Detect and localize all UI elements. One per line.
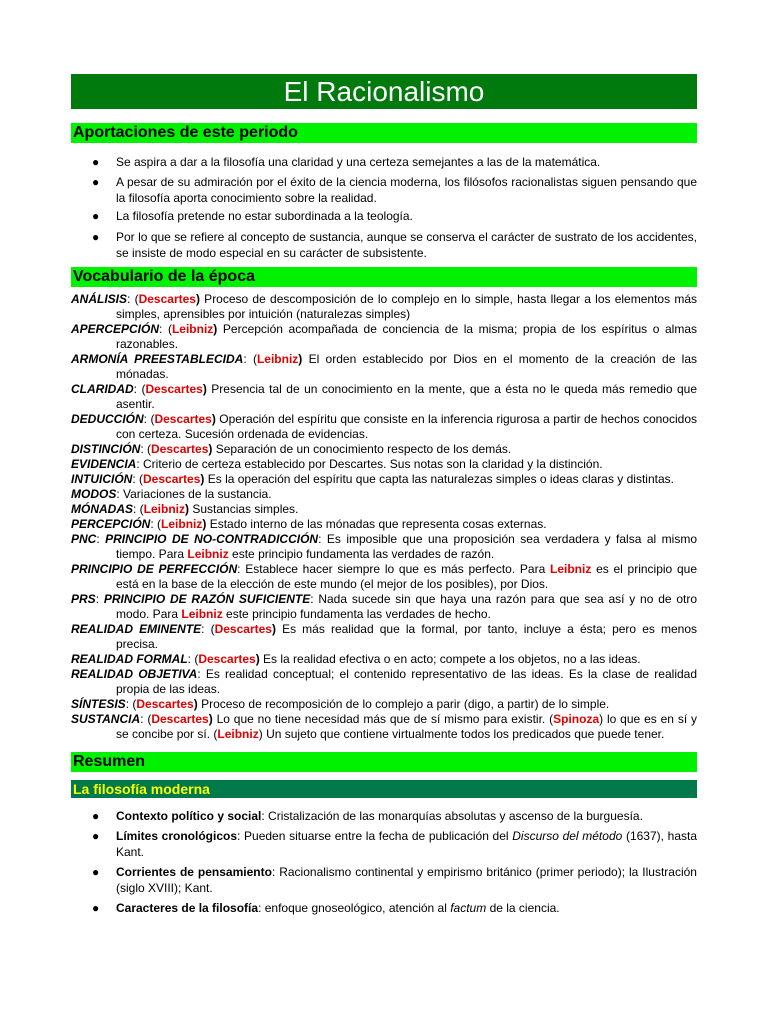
vocab-term: PRINCIPIO DE NO-CONTRADICCIÓN bbox=[105, 532, 319, 546]
vocab-entry: REALIDAD OBJETIVA: Es realidad conceptual; el contenido representativo de las ideas. Es la clase de realidad propia de las ideas. bbox=[71, 667, 698, 696]
author-name: Descartes bbox=[214, 622, 272, 636]
author-name: Leibniz bbox=[256, 352, 299, 366]
vocab-term: PRS bbox=[71, 592, 96, 606]
vocab-entry: CLARIDAD: (Descartes) Presencia tal de un conocimiento en la mente, que a ésta no le queda más remedio que asentir. bbox=[71, 382, 697, 411]
vocab-term: ARMONÍA PREESTABLECIDA bbox=[71, 352, 244, 366]
author-name: Descartes bbox=[143, 472, 201, 486]
list-item: ● Se aspira a dar a la filosofía una claridad y una certeza semejantes a las de la matemática. bbox=[92, 155, 601, 169]
author-name: Leibniz bbox=[171, 322, 214, 336]
vocab-term: SUSTANCIA bbox=[71, 712, 141, 726]
vocab-entry: INTUICIÓN: (Descartes) Es la operación del espíritu que capta las naturalezas simples o ideas claras y distintas. bbox=[71, 472, 674, 486]
vocab-term: DEDUCCIÓN bbox=[71, 412, 144, 426]
vocab-term: PRINCIPIO DE PERFECCIÓN bbox=[71, 562, 238, 576]
author-name: Descartes bbox=[151, 442, 209, 456]
author-name: Leibniz bbox=[217, 727, 259, 741]
list-item: ● Por lo que se refiere al concepto de sustancia, aunque se conserva el carácter de sustrato de los accidentes, se insiste de modo especial en su carácter de subsistente. bbox=[92, 230, 697, 260]
vocab-term: PRINCIPIO DE RAZÓN SUFICIENTE bbox=[103, 592, 311, 606]
page-title: El Racionalismo bbox=[71, 74, 697, 109]
bullet-icon: ● bbox=[92, 155, 100, 169]
bullet-icon: ● bbox=[92, 230, 100, 244]
vocab-term: MÓNADAS bbox=[71, 502, 133, 516]
section-heading-resumen: Resumen bbox=[71, 752, 697, 772]
vocab-entry: EVIDENCIA: Criterio de certeza establecido por Descartes. Sus notas son la claridad y la distinción. bbox=[71, 457, 603, 471]
document-page bbox=[71, 74, 697, 916]
vocab-term: DISTINCIÓN bbox=[71, 442, 141, 456]
vocab-term: APERCEPCIÓN bbox=[71, 322, 160, 336]
author-name: Leibniz bbox=[187, 547, 229, 561]
list-item: ● La filosofía pretende no estar subordinada a la teología. bbox=[92, 209, 413, 223]
vocab-term: REALIDAD EMINENTE bbox=[71, 622, 202, 636]
author-name: Descartes bbox=[145, 382, 203, 396]
subsection-heading-filosofia-moderna: La filosofía moderna bbox=[71, 780, 697, 798]
vocab-term: SÍNTESIS bbox=[71, 697, 126, 711]
vocabulary-list bbox=[71, 292, 697, 742]
vocab-entry: SÍNTESIS: (Descartes) Proceso de recomposición de lo complejo a parir (digo, a partir) de lo simple. bbox=[71, 697, 610, 711]
vocab-entry: ANÁLISIS: (Descartes) Proceso de descomposición de lo complejo en lo simple, hasta llegar a los elementos más simples, aprensibles por intuición (naturalezas simples) bbox=[71, 292, 697, 321]
author-name: Descartes bbox=[136, 697, 194, 711]
vocab-entry: REALIDAD FORMAL: (Descartes) Es la realidad efectiva o en acto; compete a los objetos, no a las ideas. bbox=[71, 652, 641, 666]
vocab-term: PNC bbox=[71, 532, 97, 546]
vocab-term: EVIDENCIA bbox=[71, 457, 137, 471]
author-name: Descartes bbox=[138, 292, 196, 306]
author-name: Leibniz bbox=[143, 502, 186, 516]
author-name: Leibniz bbox=[181, 607, 223, 621]
vocab-term: PERCEPCIÓN bbox=[71, 517, 151, 531]
resumen-list bbox=[71, 808, 697, 916]
vocab-term: INTUICIÓN bbox=[71, 472, 133, 486]
author-name: Descartes bbox=[151, 712, 209, 726]
list-item: ● Límites cronológicos: Pueden situarse entre la fecha de publicación del Discurso del método (1637), hasta Kant. bbox=[92, 829, 698, 859]
vocab-entry: PERCEPCIÓN: (Leibniz) Estado interno de las mónadas que representa cosas externas. bbox=[71, 517, 547, 531]
vocab-term: ANÁLISIS bbox=[71, 292, 128, 306]
author-name: Leibniz bbox=[161, 517, 203, 531]
vocab-entry: REALIDAD EMINENTE: (Descartes) Es más realidad que la formal, por tanto, incluye a ésta; pero es menos precisa. bbox=[71, 622, 698, 651]
bullet-icon: ● bbox=[92, 901, 100, 915]
bullet-icon: ● bbox=[92, 829, 100, 843]
vocab-entry: DEDUCCIÓN: (Descartes) Operación del espíritu que consiste en la inferencia rigurosa a partir de hechos conocidos con certeza. Sucesión ordenada de evidencias. bbox=[71, 412, 697, 441]
vocab-term: REALIDAD FORMAL bbox=[71, 652, 188, 666]
vocab-entry: APERCEPCIÓN: (Leibniz) Percepción acompañada de conciencia de la misma; propia de los espíritus o almas razonables. bbox=[71, 322, 697, 351]
vocab-term: CLARIDAD bbox=[71, 382, 134, 396]
list-item: ● Corrientes de pensamiento: Racionalismo continental y empirismo británico (primer periodo); la Ilustración (siglo XVIII); Kant. bbox=[92, 865, 697, 895]
vocab-entry: DISTINCIÓN: (Descartes) Separación de un conocimiento respecto de los demás. bbox=[71, 442, 512, 456]
author-name: Descartes bbox=[154, 412, 212, 426]
vocab-term: REALIDAD OBJETIVA bbox=[71, 667, 198, 681]
list-item: ● A pesar de su admiración por el éxito de la ciencia moderna, los filósofos racionalistas siguen pensando que la filosofía aporta conocimiento sobre la realidad. bbox=[92, 175, 697, 205]
vocab-entry: PRS: PRINCIPIO DE RAZÓN SUFICIENTE: Nada sucede sin que haya una razón para que sea así y no de otro modo. Para Leibniz este principio fundamenta las verdades de hecho. bbox=[71, 592, 698, 621]
author-name: Spinoza bbox=[553, 712, 600, 726]
bullet-icon: ● bbox=[92, 175, 100, 189]
list-item: ● Contexto político y social: Cristalización de las monarquías absolutas y ascenso de la burguesía. bbox=[92, 809, 643, 823]
vocab-entry: PNC: PRINCIPIO DE NO-CONTRADICCIÓN: Es imposible que una proposición sea verdadera y falsa al mismo tiempo. Para Leibniz este principio fundamenta las verdades de razón. bbox=[71, 532, 697, 561]
vocab-entry: PRINCIPIO DE PERFECCIÓN: Establece hacer siempre lo que es más perfecto. Para Leibniz es el principio que está en la base de la elección de este mundo (el mejor de los posibles), por Dios. bbox=[71, 562, 697, 591]
section-heading-aportaciones: Aportaciones de este periodo bbox=[71, 123, 697, 143]
section-heading-vocabulario: Vocabulario de la época bbox=[71, 267, 697, 287]
vocab-term: MODOS bbox=[71, 487, 117, 501]
author-name: Descartes bbox=[198, 652, 256, 666]
vocab-entry: SUSTANCIA: (Descartes) Lo que no tiene necesidad más que de sí mismo para existir. (Spinoza) lo que es en sí y se concibe por sí. (Leibniz) Un sujeto que contiene virtualmente todos los predicados que puede tener. bbox=[71, 712, 698, 741]
aportaciones-list bbox=[71, 154, 697, 261]
vocab-entry: ARMONÍA PREESTABLECIDA: (Leibniz) El orden establecido por Dios en el momento de la creación de las mónadas. bbox=[71, 352, 698, 381]
list-item: ● Caracteres de la filosofía: enfoque gnoseológico, atención al factum de la ciencia. bbox=[92, 901, 560, 915]
bullet-icon: ● bbox=[92, 865, 100, 879]
author-name: Leibniz bbox=[549, 562, 592, 576]
bullet-icon: ● bbox=[92, 809, 100, 823]
bullet-icon: ● bbox=[92, 209, 100, 223]
vocab-entry: MODOS: Variaciones de la sustancia. bbox=[71, 487, 272, 501]
vocab-entry: MÓNADAS: (Leibniz) Sustancias simples. bbox=[71, 502, 299, 516]
